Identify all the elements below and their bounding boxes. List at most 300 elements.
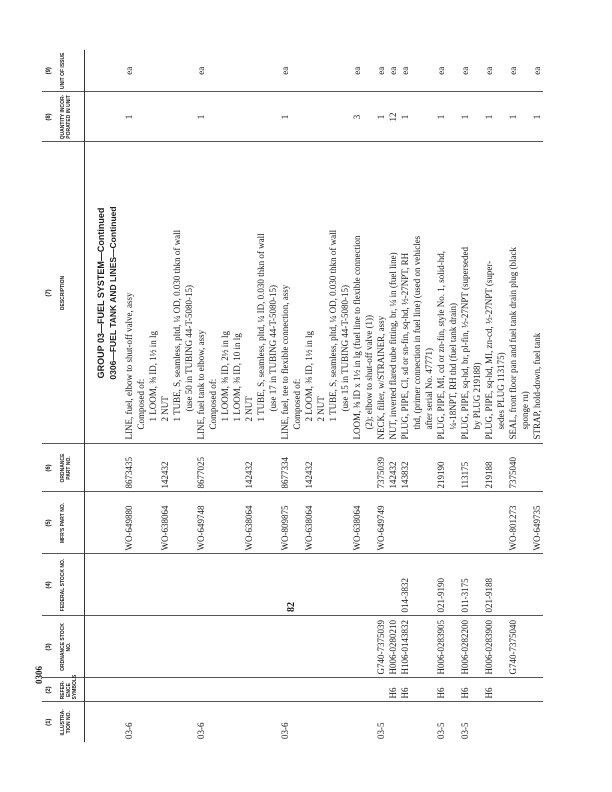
federal-stock-no-cell <box>471 554 483 616</box>
table-row <box>267 50 279 742</box>
description-cell: (use 17 in TUBING 44-T-5080-15) <box>267 142 279 444</box>
column-header-description <box>42 142 85 444</box>
table-row <box>411 50 423 742</box>
description-cell: (use 15 in TUBING 44-T-5080-15) <box>339 142 351 444</box>
federal-stock-no-cell: 021-9188 <box>483 554 495 616</box>
federal-stock-no-cell <box>255 554 267 616</box>
federal-stock-no-cell <box>231 554 243 616</box>
ordnance-stock-no-cell <box>183 616 195 678</box>
ordnance-stock-no-cell <box>159 616 171 678</box>
reference-symbol-cell <box>423 678 435 702</box>
unit-of-issue-cell <box>411 50 423 92</box>
ordnance-part-no-cell <box>471 444 483 492</box>
ordnance-part-no-cell <box>147 444 159 492</box>
ordnance-part-no-cell <box>135 444 147 492</box>
table-row <box>327 50 339 742</box>
table-row <box>459 50 471 742</box>
table-row <box>183 50 195 742</box>
unit-of-issue-cell <box>267 50 279 92</box>
quantity-cell <box>495 92 507 142</box>
unit-of-issue-cell <box>135 50 147 92</box>
unit-of-issue-cell: ea <box>279 50 291 92</box>
illustration-no-cell: 03-5 <box>376 722 387 739</box>
reference-symbol-cell <box>291 678 303 702</box>
table-row <box>471 50 483 742</box>
reference-symbol-cell <box>267 678 279 702</box>
ordnance-part-no-cell <box>267 444 279 492</box>
unit-of-issue-cell: ea <box>435 50 447 92</box>
quantity-cell <box>327 92 339 142</box>
ordnance-stock-no-cell: G740-7375039 <box>375 616 387 678</box>
federal-stock-no-cell <box>447 554 459 616</box>
ordnance-part-no-cell: 219190 <box>435 444 447 492</box>
federal-stock-no-cell <box>375 554 387 616</box>
column-header-reference-symbols <box>42 674 85 702</box>
description-cell: 2 NUT <box>243 142 255 444</box>
federal-stock-no-cell <box>123 554 135 616</box>
mfr-part-no-cell <box>267 492 279 554</box>
ordnance-part-no-cell <box>363 444 375 492</box>
ordnance-stock-no-cell <box>231 616 243 678</box>
quantity-cell <box>135 92 147 142</box>
illustration-no-cell <box>327 702 339 742</box>
column-number: (7) <box>46 289 52 297</box>
unit-of-issue-cell <box>363 50 375 92</box>
illustration-no-cell: 03-6 <box>196 722 207 739</box>
quantity-cell: 1 <box>435 92 447 142</box>
column-label: UNIT OF ISSUE <box>59 52 66 89</box>
ordnance-stock-no-cell <box>291 616 303 678</box>
federal-stock-no-cell <box>219 554 231 616</box>
ordnance-stock-no-cell <box>351 616 363 678</box>
illustration-no-cell <box>147 702 159 742</box>
column-label: ILLUSTRA-TION NO. <box>59 709 72 736</box>
reference-symbol-cell <box>279 678 291 702</box>
federal-stock-no-cell <box>507 554 519 616</box>
column-label: FEDERAL STOCK NO. <box>59 558 66 612</box>
federal-stock-no-cell <box>147 554 159 616</box>
mfr-part-no-cell <box>495 492 507 554</box>
mfr-part-no-cell <box>435 492 447 554</box>
column-number: (9) <box>46 67 52 75</box>
table-row <box>219 50 231 742</box>
quantity-cell <box>363 92 375 142</box>
description-cell: by PLUG 219188) <box>471 142 483 444</box>
mfr-part-no-cell <box>255 492 267 554</box>
mfr-part-no-cell <box>447 492 459 554</box>
ordnance-part-no-cell <box>495 444 507 492</box>
federal-stock-no-cell <box>303 554 315 616</box>
quantity-cell <box>519 92 531 142</box>
quantity-cell: 12 <box>387 92 399 142</box>
unit-of-issue-cell <box>219 50 231 92</box>
federal-stock-no-cell <box>531 554 543 616</box>
federal-stock-no-cell <box>243 554 255 616</box>
illustration-no-cell: 03-6 <box>124 722 135 739</box>
unit-of-issue-cell <box>327 50 339 92</box>
quantity-cell <box>303 92 315 142</box>
illustration-no-cell: 03-5 <box>460 722 471 739</box>
reference-symbol-cell <box>519 678 531 702</box>
description-cell: Composed of: <box>291 142 303 444</box>
table-row <box>147 50 159 742</box>
description-cell: 2 NUT <box>315 142 327 444</box>
column-header-mfr-part-no <box>42 492 85 554</box>
page-number: 82 <box>286 602 297 612</box>
unit-of-issue-cell: ea <box>375 50 387 92</box>
ordnance-stock-no-cell <box>339 616 351 678</box>
description-cell: LINE, fuel, tee to flexible connection, assy <box>279 142 291 444</box>
mfr-part-no-cell: WO-649735 <box>531 492 543 554</box>
description-cell: thd, (primer connection in fuel line) (used on vehicles <box>411 142 423 444</box>
unit-of-issue-cell: ea <box>387 50 399 92</box>
quantity-cell <box>171 92 183 142</box>
reference-symbol-cell <box>255 678 267 702</box>
federal-stock-no-cell <box>183 554 195 616</box>
quantity-cell <box>159 92 171 142</box>
ordnance-part-no-cell <box>447 444 459 492</box>
reference-symbol-cell <box>207 678 219 702</box>
quantity-cell <box>471 92 483 142</box>
illustration-no-cell <box>315 702 327 742</box>
column-number: (5) <box>46 519 52 527</box>
quantity-cell <box>255 92 267 142</box>
quantity-cell: 1 <box>279 92 291 142</box>
table-row <box>243 50 255 742</box>
column-number: (2) <box>46 686 52 694</box>
table-row <box>255 50 267 742</box>
ordnance-stock-no-cell <box>123 616 135 678</box>
ordnance-part-no-cell <box>291 444 303 492</box>
quantity-cell <box>207 92 219 142</box>
ordnance-part-no-cell: 143832 <box>399 444 411 492</box>
federal-stock-no-cell <box>291 554 303 616</box>
table-row <box>483 50 495 742</box>
unit-of-issue-cell <box>147 50 159 92</box>
ordnance-part-no-cell <box>315 444 327 492</box>
mfr-part-no-cell <box>399 492 411 554</box>
unit-of-issue-cell <box>447 50 459 92</box>
quantity-cell <box>267 92 279 142</box>
column-label: ORDNANCE PART NO. <box>59 453 72 483</box>
table-row <box>375 50 387 742</box>
quantity-cell <box>411 92 423 142</box>
unit-of-issue-cell: ea <box>483 50 495 92</box>
description-cell: (use 50 in TUBING 44-T-5080-15) <box>183 142 195 444</box>
ordnance-part-no-cell <box>351 444 363 492</box>
column-header-federal-stock-no <box>42 554 85 616</box>
quantity-cell <box>147 92 159 142</box>
ordnance-part-no-cell <box>519 444 531 492</box>
unit-of-issue-cell <box>519 50 531 92</box>
description-cell: ¼-18NPT, RH thd (fuel tank drain) <box>447 142 459 444</box>
ordnance-stock-no-cell <box>279 616 291 678</box>
reference-symbol-cell <box>315 678 327 702</box>
quantity-cell <box>219 92 231 142</box>
illustration-no-cell <box>159 702 171 742</box>
mfr-part-no-cell <box>135 492 147 554</box>
table-row <box>195 50 207 742</box>
description-cell: PLUG, PIPE, CI, sd or sn-fin, sq-hd, ½-27NPT, RH <box>399 142 411 444</box>
federal-stock-no-cell <box>207 554 219 616</box>
table-row <box>507 50 519 742</box>
illustration-no-cell <box>495 702 507 742</box>
mfr-part-no-cell: WO-649749 <box>375 492 387 554</box>
ordnance-stock-no-cell <box>171 616 183 678</box>
ordnance-stock-no-cell <box>267 616 279 678</box>
table-row <box>279 50 291 742</box>
ordnance-part-no-cell: 142432 <box>243 444 255 492</box>
mfr-part-no-cell <box>219 492 231 554</box>
illustration-no-cell <box>447 702 459 742</box>
quantity-cell <box>423 92 435 142</box>
quantity-cell <box>243 92 255 142</box>
description-cell: PLUG, PIPE, MI, cd or zn-fin, style No. 1, solid-hd, <box>435 142 447 444</box>
illustration-no-cell <box>267 702 279 742</box>
federal-stock-no-cell <box>267 554 279 616</box>
table-row <box>399 50 411 742</box>
ordnance-stock-no-cell <box>315 616 327 678</box>
quantity-cell <box>291 92 303 142</box>
ordnance-stock-no-cell <box>411 616 423 678</box>
group-heading-row <box>85 50 108 742</box>
unit-of-issue-cell: ea <box>531 50 543 92</box>
ordnance-part-no-cell: 113175 <box>459 444 471 492</box>
ordnance-stock-no-cell <box>363 616 375 678</box>
reference-symbol-cell <box>327 678 339 702</box>
ordnance-part-no-cell: 8673435 <box>123 444 135 492</box>
reference-symbol-cell <box>159 678 171 702</box>
illustration-no-cell: 03-6 <box>280 722 291 739</box>
federal-stock-no-cell: 011-3175 <box>459 554 471 616</box>
federal-stock-no-cell: 014-3832 <box>399 554 411 616</box>
table-row <box>207 50 219 742</box>
illustration-no-cell <box>411 702 423 742</box>
quantity-cell: 1 <box>483 92 495 142</box>
unit-of-issue-cell <box>291 50 303 92</box>
reference-symbol-cell <box>447 678 459 702</box>
illustration-no-cell <box>339 702 351 742</box>
ordnance-stock-no-cell <box>243 616 255 678</box>
ordnance-part-no-cell: 8677025 <box>195 444 207 492</box>
ordnance-stock-no-cell <box>471 616 483 678</box>
column-label: QUANTITY INCOR-PORATED IN UNIT <box>59 94 72 140</box>
ordnance-stock-no-cell <box>423 616 435 678</box>
table-row <box>171 50 183 742</box>
federal-stock-no-cell <box>279 554 291 616</box>
unit-of-issue-cell <box>423 50 435 92</box>
mfr-part-no-cell <box>423 492 435 554</box>
ordnance-part-no-cell: 7375040 <box>507 444 519 492</box>
quantity-cell: 1 <box>399 92 411 142</box>
table-row <box>423 50 435 742</box>
column-number: (8) <box>46 113 52 121</box>
description-cell: (2); elbow to shut-off valve (1)) <box>363 142 375 444</box>
federal-stock-no-cell <box>171 554 183 616</box>
federal-stock-no-cell <box>159 554 171 616</box>
description-cell: PLUG, PIPE, sq-hd, br, pl-fin, ½-27NPT (superseded <box>459 142 471 444</box>
table-row <box>315 50 327 742</box>
reference-symbol-cell <box>231 678 243 702</box>
column-number: (4) <box>46 581 52 589</box>
illustration-no-cell <box>243 702 255 742</box>
ordnance-stock-no-cell: H106-0143832 <box>399 616 411 678</box>
federal-stock-no-cell <box>135 554 147 616</box>
column-header-unit-of-issue <box>42 50 85 92</box>
table-row <box>531 50 543 742</box>
illustration-no-cell <box>399 702 411 742</box>
reference-symbol-cell <box>135 678 147 702</box>
description-cell: sedes PLUG 113175) <box>495 142 507 444</box>
quantity-cell: 1 <box>123 92 135 142</box>
mfr-part-no-cell <box>147 492 159 554</box>
table-row <box>135 50 147 742</box>
mfr-part-no-cell <box>171 492 183 554</box>
mfr-part-no-cell <box>471 492 483 554</box>
ordnance-stock-no-cell <box>519 616 531 678</box>
mfr-part-no-cell <box>231 492 243 554</box>
mfr-part-no-cell <box>207 492 219 554</box>
reference-symbol-cell: H6 <box>399 678 411 702</box>
illustration-no-cell <box>483 702 495 742</box>
unit-of-issue-cell <box>471 50 483 92</box>
ordnance-part-no-cell <box>219 444 231 492</box>
ordnance-part-no-cell: 142432 <box>303 444 315 492</box>
description-cell: PLUG, PIPE, sq-hd, MI, zn-cd, ½-27NPT (super- <box>483 142 495 444</box>
federal-stock-no-cell <box>339 554 351 616</box>
federal-stock-no-cell <box>351 554 363 616</box>
reference-symbol-cell <box>123 678 135 702</box>
mfr-part-no-cell <box>339 492 351 554</box>
quantity-cell: 1 <box>459 92 471 142</box>
ordnance-part-no-cell <box>255 444 267 492</box>
federal-stock-no-cell <box>519 554 531 616</box>
illustration-no-cell <box>363 702 375 742</box>
mfr-part-no-cell <box>327 492 339 554</box>
reference-symbol-cell <box>471 678 483 702</box>
reference-symbol-cell <box>339 678 351 702</box>
quantity-cell <box>231 92 243 142</box>
table-row <box>435 50 447 742</box>
mfr-part-no-cell: WO-638064 <box>303 492 315 554</box>
ordnance-stock-no-cell <box>135 616 147 678</box>
quantity-cell <box>447 92 459 142</box>
illustration-no-cell <box>531 702 543 742</box>
quantity-cell: 1 <box>507 92 519 142</box>
description-cell: NUT, inverted flared tube fitting, br, ¼ in (fuel line) <box>387 142 399 444</box>
column-header-illustration-no <box>42 702 85 742</box>
reference-symbol-cell <box>495 678 507 702</box>
mfr-part-no-cell <box>519 492 531 554</box>
federal-stock-no-cell: 021-9190 <box>435 554 447 616</box>
description-cell: 2 NUT <box>159 142 171 444</box>
unit-of-issue-cell <box>171 50 183 92</box>
ordnance-part-no-cell <box>531 444 543 492</box>
mfr-part-no-cell <box>459 492 471 554</box>
column-number: (1) <box>46 718 52 726</box>
mfr-part-no-cell <box>291 492 303 554</box>
reference-symbol-cell: H6 <box>435 678 447 702</box>
ordnance-stock-no-cell <box>195 616 207 678</box>
description-cell: 1 TUBE, S, seamless, pltd, ¼ OD, 0.030 thkn of wall <box>327 142 339 444</box>
mfr-part-no-cell: WO-638064 <box>243 492 255 554</box>
table-row <box>123 50 135 742</box>
column-number: (3) <box>46 643 52 651</box>
unit-of-issue-cell: ea <box>459 50 471 92</box>
table-row <box>351 50 363 742</box>
description-cell: 1 LOOM, ⅜ ID, 1½ in lg <box>147 142 159 444</box>
mfr-part-no-cell: WO-638064 <box>351 492 363 554</box>
reference-symbol-cell: H6 <box>483 678 495 702</box>
illustration-no-cell: 03-5 <box>436 722 447 739</box>
federal-stock-no-cell <box>495 554 507 616</box>
ordnance-stock-no-cell: H006-0282200 <box>459 616 471 678</box>
column-number: (6) <box>46 464 52 472</box>
column-header-ordnance-stock-no <box>42 616 85 678</box>
unit-of-issue-cell: ea <box>351 50 363 92</box>
description-cell: 2 LOOM, ⅜ ID, 1½ in lg <box>303 142 315 444</box>
reference-symbol-cell <box>351 678 363 702</box>
reference-symbol-cell: H6 <box>387 678 399 702</box>
ordnance-part-no-cell <box>231 444 243 492</box>
reference-symbol-cell <box>183 678 195 702</box>
reference-symbol-cell <box>195 678 207 702</box>
ordnance-part-no-cell: 7375039 <box>375 444 387 492</box>
table-row <box>387 50 399 742</box>
mfr-part-no-cell <box>183 492 195 554</box>
unit-of-issue-cell <box>183 50 195 92</box>
description-cell: 1 LOOM, ⅜ ID, 2½ in lg <box>219 142 231 444</box>
illustration-no-cell <box>351 702 363 742</box>
description-cell: Composed of: <box>207 142 219 444</box>
illustration-no-cell <box>423 702 435 742</box>
description-cell: after serial No. 47771) <box>423 142 435 444</box>
ordnance-part-no-cell <box>207 444 219 492</box>
ordnance-stock-no-cell <box>531 616 543 678</box>
section-code: 0306 <box>34 666 44 684</box>
reference-symbol-cell <box>531 678 543 702</box>
ordnance-part-no-cell: 219188 <box>483 444 495 492</box>
reference-symbol-cell <box>303 678 315 702</box>
mfr-part-no-cell: WO-649880 <box>123 492 135 554</box>
illustration-no-cell <box>231 702 243 742</box>
ordnance-stock-no-cell: G740-7375040 <box>507 616 519 678</box>
illustration-no-cell <box>255 702 267 742</box>
unit-of-issue-cell: ea <box>123 50 135 92</box>
unit-of-issue-cell <box>231 50 243 92</box>
table-row <box>339 50 351 742</box>
reference-symbol-cell <box>411 678 423 702</box>
quantity-cell <box>315 92 327 142</box>
description-cell: 1 TUBE, S, seamless, pltd, ¼ ID, 0.030 thkn of wall <box>255 142 267 444</box>
illustration-no-cell <box>507 702 519 742</box>
ordnance-stock-no-cell <box>447 616 459 678</box>
ordnance-part-no-cell <box>423 444 435 492</box>
description-cell: LINE, fuel, elbow to shut-off valve, assy <box>123 142 135 444</box>
ordnance-stock-no-cell: H006-0283905 <box>435 616 447 678</box>
unit-of-issue-cell <box>207 50 219 92</box>
mfr-part-no-cell <box>411 492 423 554</box>
column-header-ordnance-part-no <box>42 444 85 492</box>
illustration-no-cell <box>135 702 147 742</box>
column-label: ORDNANCE STOCK NO. <box>59 623 72 671</box>
description-cell: sponge ru) <box>519 142 531 444</box>
illustration-no-cell <box>183 702 195 742</box>
mfr-part-no-cell: WO-801273 <box>507 492 519 554</box>
table-row <box>519 50 531 742</box>
reference-symbol-cell <box>243 678 255 702</box>
group-heading: GROUP 03—FUEL SYSTEM—Continued <box>85 142 108 444</box>
